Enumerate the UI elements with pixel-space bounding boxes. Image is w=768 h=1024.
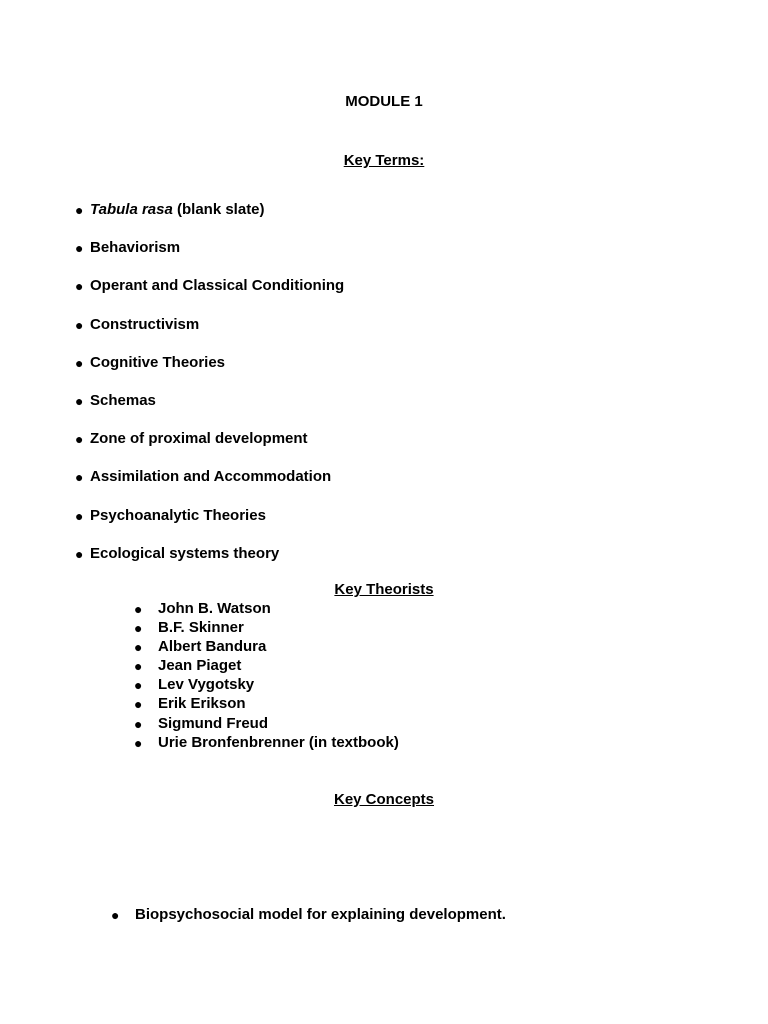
key-theorists-list [134, 600, 399, 753]
bullet-icon: ● [134, 734, 143, 751]
list-item [134, 695, 399, 714]
term-label: Zone of proximal development [90, 430, 308, 448]
list-item [75, 544, 344, 583]
list-item [111, 906, 506, 924]
list-item [75, 277, 345, 315]
theorist-name: B.F. Skinner [158, 619, 244, 637]
term-label: Assimilation and Accommodation [90, 468, 332, 486]
list-item [134, 676, 399, 695]
list-item [75, 391, 344, 430]
key-concepts-list [111, 906, 506, 924]
term-label: Constructivism [90, 315, 200, 333]
bullet-icon: ● [111, 907, 120, 923]
list-item [134, 619, 399, 638]
term-label: Ecological systems theory [90, 544, 280, 562]
theorist-name: Jean Piaget [158, 657, 242, 675]
list-item [134, 638, 399, 657]
list-item [75, 201, 344, 239]
theorist-name: Erik Erikson [158, 695, 246, 713]
list-item [134, 733, 399, 753]
key-terms-heading: Key Terms: [343, 152, 425, 169]
bullet-icon: ● [134, 658, 143, 675]
bullet-icon: ● [75, 545, 84, 562]
key-concepts-heading: Key Concepts [333, 791, 435, 808]
term-label: Schemas [90, 391, 156, 409]
list-item [134, 657, 399, 676]
bullet-icon: ● [75, 392, 84, 409]
list-item [134, 714, 399, 734]
theorist-name: John B. Watson [158, 600, 271, 617]
bullet-icon: ● [134, 715, 143, 732]
bullet-icon: ● [75, 202, 84, 218]
theorist-name: Albert Bandura [158, 638, 267, 656]
term-label: Psychoanalytic Theories [90, 506, 266, 524]
module-title: MODULE 1 [345, 93, 423, 110]
bullet-icon: ● [75, 278, 84, 295]
bullet-icon: ● [75, 354, 84, 371]
key-theorists-heading: Key Theorists [334, 581, 434, 598]
concept-label: Biopsychosocial model for explaining development. [135, 906, 506, 923]
list-item [75, 506, 344, 545]
bullet-icon: ● [134, 696, 143, 713]
theorist-name: Urie Bronfenbrenner (in textbook) [158, 733, 399, 751]
term-label: Operant and Classical Conditioning [90, 277, 345, 295]
bullet-icon: ● [75, 507, 84, 524]
bullet-icon: ● [134, 677, 143, 694]
bullet-icon: ● [75, 316, 84, 333]
bullet-icon: ● [75, 240, 84, 257]
term-label: Behaviorism [90, 239, 181, 257]
key-terms-list [75, 201, 345, 583]
bullet-icon: ● [75, 469, 84, 486]
term-rest-part: (blank slate) [172, 201, 265, 218]
bullet-icon: ● [134, 639, 143, 656]
list-item [75, 430, 344, 468]
bullet-icon: ● [134, 620, 143, 637]
list-item [75, 468, 344, 506]
bullet-icon: ● [75, 431, 84, 448]
theorist-name: Sigmund Freud [158, 714, 268, 732]
bullet-icon: ● [134, 601, 143, 617]
term-label: Cognitive Theories [90, 353, 226, 371]
term-italic-part: Tabula rasa [90, 201, 173, 218]
list-item [134, 600, 399, 619]
list-item [75, 239, 344, 277]
list-item [75, 353, 344, 392]
list-item [75, 315, 344, 354]
theorist-name: Lev Vygotsky [158, 676, 255, 694]
